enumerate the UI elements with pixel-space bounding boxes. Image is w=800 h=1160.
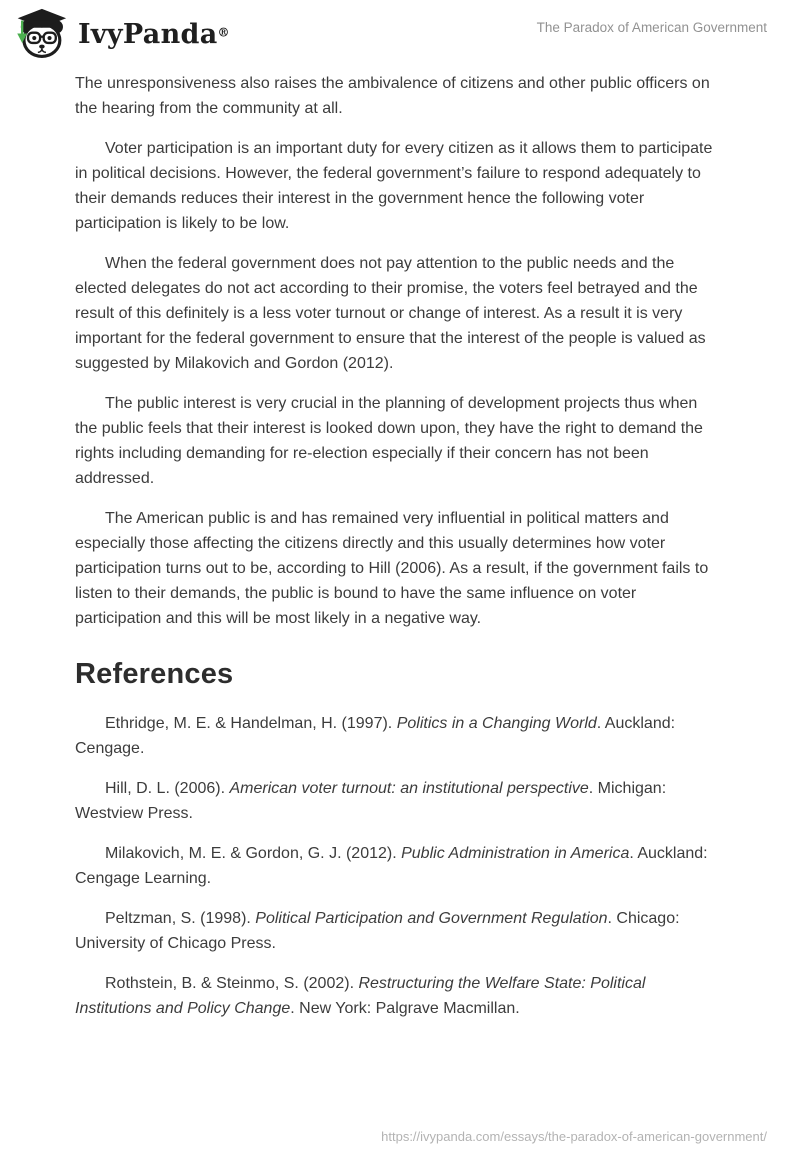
registered-trademark-symbol: ®: [217, 25, 230, 40]
ivypanda-logo[interactable]: [14, 8, 229, 60]
reference-entry: Hill, D. L. (2006). American voter turnout: an institutional perspective. Michigan: Westview Press.: [75, 780, 667, 822]
reference-entry: Ethridge, M. E. & Handelman, H. (1997). Politics in a Changing World. Auckland: Cengage.: [75, 715, 676, 757]
page-header: [0, 0, 800, 58]
references-heading: References: [75, 658, 234, 690]
reference-entry: Milakovich, M. E. & Gordon, G. J. (2012). Public Administration in America. Auckland: Cengage Learning.: [75, 845, 708, 887]
logo-wordmark: IvyPanda: [78, 18, 218, 50]
essay-paragraph: The unresponsiveness also raises the ambivalence of citizens and other public officers on the hearing from the community at all.: [75, 75, 710, 117]
essay-content: [0, 71, 800, 1021]
references-list: [75, 711, 722, 1021]
essay-paragraph: The American public is and has remained very influential in political matters and especially those affecting the citizens directly and this usually determines how voter participation turns out to be, according to Hill (2006). As a result, if the government fails to listen to their demands, the public is bound to have the same influence on voter participation and this will be most likely in a negative way.: [75, 510, 709, 627]
essay-paragraph: When the federal government does not pay attention to the public needs and the elected delegates do not act according to their promise, the voters feel betrayed and the result of this definitely is a less voter turnout or change of interest. As a result it is very important for the federal government to ensure that the interest of the people is valued as suggested by Milakovich and Gordon (2012).: [75, 255, 706, 372]
panda-graduation-cap-icon: [14, 8, 68, 60]
essay-paragraph: Voter participation is an important duty for every citizen as it allows them to participate in political decisions. However, the federal government’s failure to respond adequately to their demands reduces their interest in the government hence the following voter participation is likely to be low.: [75, 140, 713, 232]
essay-paragraphs: [75, 71, 722, 631]
reference-entry: Peltzman, S. (1998). Political Participation and Government Regulation. Chicago: University of Chicago Press.: [75, 910, 680, 952]
essay-paragraph: The public interest is very crucial in the planning of development projects thus when the public feels that their interest is looked down upon, they have the right to demand the rights including demanding for re-election especially if their concern has not been addressed.: [75, 395, 703, 487]
document-title: The Paradox of American Government: [536, 20, 767, 35]
source-url[interactable]: https://ivypanda.com/essays/the-paradox-of-american-government/: [381, 1129, 767, 1144]
reference-entry: Rothstein, B. & Steinmo, S. (2002). Restructuring the Welfare State: Political Institutions and Policy Change. New York: Palgrave Macmillan.: [75, 975, 646, 1017]
page-footer: [381, 1129, 767, 1144]
